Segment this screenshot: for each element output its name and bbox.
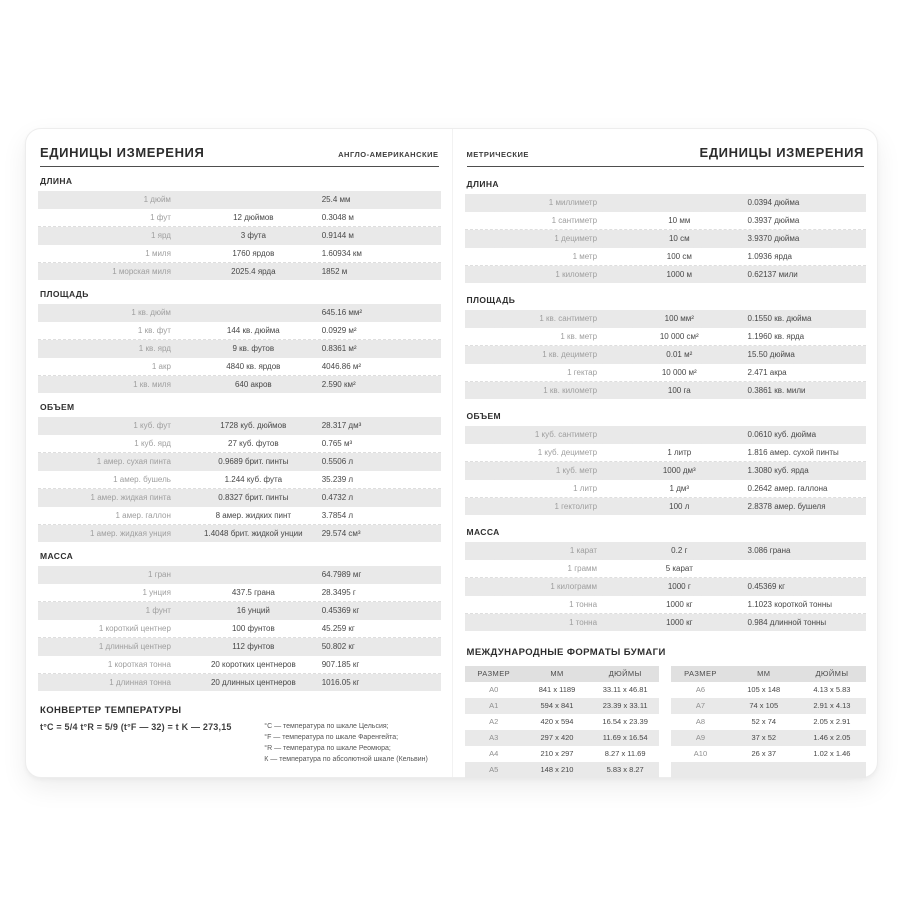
paper-mm: 74 x 105 — [749, 701, 779, 710]
unit-equivalent: 1000 кг — [666, 618, 693, 627]
unit-value: 0.2642 амер. галлона — [747, 484, 828, 493]
unit-equivalent: 112 фунтов — [232, 642, 275, 651]
unit-value: 2.471 акра — [747, 368, 787, 377]
unit-label: 1 куб. ярд — [134, 439, 171, 448]
paper-row — [465, 698, 660, 714]
table-row — [38, 435, 441, 453]
unit-value: 0.62137 мили — [747, 270, 798, 279]
unit-equivalent: 12 дюймов — [233, 213, 274, 222]
unit-equivalent: 1000 кг — [666, 600, 693, 609]
temperature-formula: t°C = 5/4 t°R = 5/9 (t°F — 32) = t K — 273,15 — [40, 722, 232, 732]
unit-equivalent: 1.244 куб. фута — [224, 475, 283, 484]
unit-equivalent — [613, 194, 745, 211]
unit-value: 1.1023 короткой тонны — [747, 600, 832, 609]
paper-row — [465, 746, 660, 762]
paper-formats — [465, 647, 867, 778]
unit-label: 1 амер. бушель — [113, 475, 171, 484]
temperature-note: К — температура по абсолютной шкале (Кельвин) — [264, 755, 428, 763]
unit-value: 1.3080 куб. ярда — [747, 466, 809, 475]
table-row — [38, 566, 441, 584]
unit-value: 907.185 кг — [321, 660, 360, 669]
table-row — [465, 596, 867, 614]
unit-equivalent: 144 кв. дюйма — [226, 326, 280, 335]
unit-label: 1 дециметр — [554, 234, 598, 243]
table-row — [465, 480, 867, 498]
table-row — [465, 364, 867, 382]
unit-table — [38, 304, 441, 393]
paper-row — [671, 682, 866, 698]
unit-table — [38, 566, 441, 691]
sections-left — [38, 176, 441, 691]
unit-label: 1 килограмм — [550, 582, 598, 591]
unit-value: 1.816 амер. сухой пинты — [747, 448, 839, 457]
table-row — [465, 248, 867, 266]
unit-value: 0.5506 л — [321, 457, 354, 466]
unit-equivalent: 0.8327 брит. пинты — [218, 493, 289, 502]
unit-equivalent: 100 га — [667, 386, 691, 395]
paper-size: A8 — [695, 717, 706, 726]
unit-label: 1 кв. дюйм — [131, 308, 171, 317]
unit-value: 50.802 кг — [321, 642, 355, 651]
table-row — [38, 602, 441, 620]
table-row — [38, 191, 441, 209]
unit-label: 1 амер. жидкая пинта — [90, 493, 171, 502]
unit-value: 0.765 м³ — [321, 439, 353, 448]
unit-value: 0.4732 л — [321, 493, 354, 502]
paper-size: A4 — [489, 749, 499, 758]
unit-equivalent: 1728 куб. дюймов — [220, 421, 287, 430]
paper-inches: 2.05 x 2.91 — [813, 717, 851, 726]
paper-mm: 420 x 594 — [540, 717, 574, 726]
paper-inches: 33.11 x 46.81 — [602, 685, 648, 694]
page-left — [26, 129, 452, 777]
paper-column-header: ММ — [757, 669, 771, 678]
table-row — [465, 328, 867, 346]
section-title: МАССА — [466, 527, 500, 537]
unit-value: 1.0936 ярда — [747, 252, 792, 261]
section-title: ДЛИНА — [40, 176, 73, 186]
paper-mm: 52 x 74 — [751, 717, 777, 726]
paper-row — [671, 714, 866, 730]
unit-value: 25.4 мм — [321, 195, 351, 204]
unit-value: 0.3048 м — [321, 213, 354, 222]
temperature-notes — [264, 722, 440, 765]
unit-equivalent: 9 кв. футов — [232, 344, 275, 353]
unit-equivalent: 2025.4 ярда — [231, 267, 276, 276]
table-row — [465, 614, 867, 631]
section — [38, 176, 441, 280]
paper-inches — [798, 762, 866, 778]
page-header-left — [40, 145, 439, 167]
paper-mm — [730, 762, 798, 778]
section — [38, 402, 441, 542]
unit-equivalent: 16 унций — [236, 606, 270, 615]
paper-inches: 8.27 x 11.69 — [604, 749, 646, 758]
unit-value: 2.8378 амер. бушеля — [747, 502, 826, 511]
unit-label: 1 кв. сантиметр — [539, 314, 598, 323]
paper-mm: 26 x 37 — [751, 749, 777, 758]
unit-label: 1 карат — [569, 546, 598, 555]
temperature-converter — [38, 705, 441, 765]
unit-label: 1 дюйм — [143, 195, 171, 204]
unit-value: 15.50 дюйма — [747, 350, 795, 359]
unit-label: 1 грамм — [567, 564, 598, 573]
paper-inches: 1.02 x 1.46 — [813, 749, 851, 758]
unit-value: 0.0610 куб. дюйма — [747, 430, 817, 439]
paper-mm: 105 x 148 — [747, 685, 781, 694]
paper-column-header: ДЮЙМЫ — [815, 669, 849, 678]
section — [465, 411, 867, 515]
unit-label: 1 миллиметр — [548, 198, 598, 207]
section-title: ДЛИНА — [466, 179, 499, 189]
paper-size: A5 — [489, 765, 499, 774]
page-title: ЕДИНИЦЫ ИЗМЕРЕНИЯ — [699, 145, 864, 160]
paper-mm: 297 x 420 — [540, 733, 574, 742]
paper-inches: 2.91 x 4.13 — [813, 701, 851, 710]
page-tag: АНГЛО-АМЕРИКАНСКИЕ — [338, 150, 439, 159]
unit-label: 1 литр — [573, 484, 598, 493]
unit-label: 1 амер. жидкая унция — [89, 529, 171, 538]
unit-label: 1 миля — [145, 249, 171, 258]
unit-value: 0.1550 кв. дюйма — [747, 314, 812, 323]
table-row — [38, 358, 441, 376]
paper-column-header: РАЗМЕР — [684, 669, 717, 678]
section — [38, 551, 441, 691]
unit-value: 28.3495 г — [321, 588, 356, 597]
unit-equivalent: 1000 м — [666, 270, 693, 279]
unit-value: 28.317 дм³ — [321, 421, 362, 430]
unit-value: 0.45369 кг — [747, 582, 786, 591]
table-row — [38, 507, 441, 525]
table-row — [465, 444, 867, 462]
paper-size: A2 — [489, 717, 499, 726]
unit-label: 1 гектар — [567, 368, 598, 377]
temperature-title: КОНВЕРТЕР ТЕМПЕРАТУРЫ — [40, 705, 182, 716]
paper-row — [671, 746, 866, 762]
unit-value: 1852 м — [321, 267, 348, 276]
unit-value: 29.574 см³ — [321, 529, 361, 538]
paper-mm: 594 x 841 — [540, 701, 574, 710]
unit-equivalent: 1 дм³ — [669, 484, 690, 493]
unit-label: 1 кв. фут — [137, 326, 171, 335]
paper-row — [465, 682, 660, 698]
unit-label: 1 унция — [142, 588, 171, 597]
unit-table — [465, 310, 867, 399]
table-row — [38, 656, 441, 674]
unit-equivalent: 437.5 грана — [231, 588, 275, 597]
table-row — [38, 263, 441, 280]
unit-value: 0.3861 кв. мили — [747, 386, 806, 395]
unit-label: 1 куб. фут — [133, 421, 171, 430]
table-row — [38, 245, 441, 263]
section — [465, 527, 867, 631]
page-tag: МЕТРИЧЕСКИЕ — [466, 150, 529, 159]
unit-equivalent: 100 л — [669, 502, 690, 511]
section-title: ПЛОЩАДЬ — [40, 289, 89, 299]
unit-equivalent: 10 см — [668, 234, 690, 243]
paper-size: A9 — [695, 733, 706, 742]
paper-size: A3 — [489, 733, 499, 742]
unit-table — [38, 191, 441, 280]
paper-mm: 148 x 210 — [540, 765, 574, 774]
paper-formats-title: МЕЖДУНАРОДНЫЕ ФОРМАТЫ БУМАГИ — [466, 647, 666, 658]
unit-value: 3.7854 л — [321, 511, 354, 520]
unit-equivalent: 1 литр — [667, 448, 692, 457]
unit-equivalent: 0.2 г — [671, 546, 688, 555]
unit-label: 1 кв. метр — [560, 332, 598, 341]
unit-equivalent: 100 мм² — [664, 314, 694, 323]
table-row — [465, 382, 867, 399]
table-row — [465, 194, 867, 212]
table-row — [465, 346, 867, 364]
unit-value: 0.3937 дюйма — [747, 216, 800, 225]
unit-equivalent — [613, 426, 745, 443]
paper-table-a0-a5 — [465, 666, 660, 778]
paper-row — [465, 762, 660, 778]
table-row — [38, 209, 441, 227]
paper-mm: 841 x 1189 — [538, 685, 576, 694]
temperature-note: °C — температура по шкале Цельсия; — [264, 723, 389, 730]
unit-label: 1 длинный центнер — [98, 642, 171, 651]
unit-label: 1 тонна — [569, 618, 598, 627]
table-row — [465, 266, 867, 283]
table-row — [38, 489, 441, 507]
paper-inches: 5.83 x 8.27 — [606, 765, 644, 774]
paper-size: A10 — [693, 749, 708, 758]
paper-row — [671, 730, 866, 746]
section-title: ОБЪЕМ — [466, 411, 502, 421]
unit-label: 1 амер. галлон — [115, 511, 171, 520]
paper-row — [465, 714, 660, 730]
unit-label: 1 кв. дециметр — [542, 350, 598, 359]
paper-size: A7 — [695, 701, 706, 710]
unit-equivalent: 10 000 см² — [659, 332, 699, 341]
unit-equivalent: 20 длинных центнеров — [210, 678, 296, 687]
table-row — [38, 638, 441, 656]
unit-value: 45.259 кг — [321, 624, 355, 633]
unit-label: 1 фут — [150, 213, 171, 222]
table-row — [465, 230, 867, 248]
unit-label: 1 куб. сантиметр — [534, 430, 598, 439]
unit-value: 2.590 км² — [321, 380, 356, 389]
unit-equivalent: 0.9689 брит. пинты — [218, 457, 289, 466]
unit-equivalent: 5 карат — [665, 564, 693, 573]
paper-tables — [465, 666, 867, 778]
unit-equivalent: 3 фута — [240, 231, 266, 240]
unit-value: 1016.05 кг — [321, 678, 360, 687]
table-row — [465, 542, 867, 560]
unit-label: 1 гектолитр — [554, 502, 598, 511]
unit-label: 1 кв. ярд — [138, 344, 171, 353]
paper-inches: 4.13 x 5.83 — [813, 685, 851, 694]
paper-mm: 37 x 52 — [751, 733, 777, 742]
unit-value: 1.60934 км — [321, 249, 362, 258]
unit-equivalent: 27 куб. футов — [228, 439, 279, 448]
unit-equivalent: 10 000 м² — [661, 368, 697, 377]
table-row — [38, 471, 441, 489]
unit-label: 1 акр — [151, 362, 171, 371]
table-row — [38, 417, 441, 435]
unit-table — [465, 426, 867, 515]
unit-equivalent: 20 коротких центнеров — [210, 660, 296, 669]
paper-size: A1 — [489, 701, 499, 710]
table-row — [38, 453, 441, 471]
planner-spread — [25, 128, 878, 778]
unit-label: 1 кв. миля — [133, 380, 171, 389]
paper-table-a6-a10 — [671, 666, 866, 778]
temperature-content — [40, 722, 441, 765]
table-row — [38, 525, 441, 542]
unit-label: 1 тонна — [569, 600, 598, 609]
unit-equivalent: 1760 ярдов — [232, 249, 275, 258]
paper-inches: 23.39 x 33.11 — [602, 701, 648, 710]
unit-equivalent: 1.4048 брит. жидкой унции — [204, 529, 303, 538]
unit-equivalent: 10 мм — [668, 216, 691, 225]
unit-value: 0.0394 дюйма — [747, 198, 800, 207]
temperature-note: °F — температура по шкале Фаренгейта; — [264, 733, 399, 741]
unit-equivalent — [187, 304, 320, 321]
paper-table-header — [465, 666, 660, 682]
unit-table — [38, 417, 441, 542]
unit-label: 1 короткий центнер — [98, 624, 171, 633]
unit-label: 1 амер. сухая пинта — [96, 457, 171, 466]
unit-value: 3.086 грана — [747, 546, 791, 555]
paper-mm: 210 x 297 — [540, 749, 574, 758]
unit-label: 1 гран — [148, 570, 171, 579]
unit-value: 35.239 л — [321, 475, 354, 484]
section — [465, 295, 867, 399]
unit-label: 1 метр — [572, 252, 598, 261]
unit-equivalent: 4840 кв. ярдов — [226, 362, 281, 371]
unit-equivalent — [187, 191, 320, 208]
paper-size: A0 — [489, 685, 499, 694]
unit-label: 1 морская миля — [112, 267, 171, 276]
paper-column-header: РАЗМЕР — [477, 669, 511, 678]
unit-label: 1 короткая тонна — [107, 660, 171, 669]
table-row — [465, 426, 867, 444]
paper-inches: 1.46 x 2.05 — [813, 733, 851, 742]
paper-row — [465, 730, 660, 746]
unit-equivalent: 0.01 м² — [666, 350, 693, 359]
table-row — [38, 376, 441, 393]
unit-value: 64.7989 мг — [321, 570, 362, 579]
table-row — [38, 584, 441, 602]
unit-value — [746, 560, 866, 577]
paper-table-header — [671, 666, 866, 682]
unit-label: 1 сантиметр — [551, 216, 598, 225]
unit-equivalent — [187, 566, 320, 583]
section-title: ОБЪЕМ — [40, 402, 75, 412]
temperature-note: °R — температура по шкале Реомюра; — [264, 744, 391, 752]
page-header-right — [467, 145, 865, 167]
table-row — [465, 310, 867, 328]
unit-equivalent: 640 акров — [234, 380, 272, 389]
table-row — [465, 462, 867, 480]
unit-label: 1 длинная тонна — [109, 678, 171, 687]
sections-right — [465, 179, 867, 631]
unit-value: 4046.86 м² — [321, 362, 362, 371]
section-title: МАССА — [40, 551, 74, 561]
unit-label: 1 фунт — [145, 606, 171, 615]
unit-equivalent: 1000 дм³ — [662, 466, 696, 475]
paper-inches: 16.54 x 23.39 — [602, 717, 648, 726]
page-title: ЕДИНИЦЫ ИЗМЕРЕНИЯ — [40, 145, 205, 160]
section — [38, 289, 441, 393]
unit-equivalent: 100 см — [666, 252, 692, 261]
paper-size — [671, 762, 729, 778]
table-row — [465, 498, 867, 515]
table-row — [465, 578, 867, 596]
unit-table — [465, 194, 867, 283]
table-row — [38, 620, 441, 638]
paper-column-header: ДЮЙМЫ — [608, 669, 642, 678]
section-title: ПЛОЩАДЬ — [466, 295, 516, 305]
unit-value: 0.8361 м² — [321, 344, 357, 353]
unit-label: 1 ярд — [150, 231, 171, 240]
table-row — [465, 212, 867, 230]
unit-value: 645.16 мм² — [321, 308, 363, 317]
page-right — [452, 129, 878, 777]
unit-label: 1 километр — [555, 270, 598, 279]
unit-value: 0.9144 м — [321, 231, 354, 240]
unit-equivalent: 8 амер. жидких пинт — [215, 511, 292, 520]
paper-row — [671, 762, 866, 778]
table-row — [38, 340, 441, 358]
section — [465, 179, 867, 283]
table-row — [38, 322, 441, 340]
unit-value: 0.45369 кг — [321, 606, 360, 615]
paper-inches: 11.69 x 16.54 — [602, 733, 648, 742]
unit-label: 1 кв. километр — [543, 386, 598, 395]
unit-value: 3.9370 дюйма — [747, 234, 800, 243]
paper-size: A6 — [695, 685, 706, 694]
table-row — [38, 304, 441, 322]
paper-column-header: ММ — [550, 669, 564, 678]
paper-row — [671, 698, 866, 714]
unit-value: 0.0929 м² — [321, 326, 357, 335]
unit-equivalent: 100 фунтов — [231, 624, 275, 633]
table-row — [38, 227, 441, 245]
unit-equivalent: 1000 г — [667, 582, 691, 591]
unit-value: 1.1960 кв. ярда — [747, 332, 805, 341]
unit-label: 1 куб. метр — [555, 466, 598, 475]
unit-value: 0.984 длинной тонны — [747, 618, 827, 627]
unit-label: 1 куб. дециметр — [537, 448, 598, 457]
unit-table — [465, 542, 867, 631]
table-row — [465, 560, 867, 578]
table-row — [38, 674, 441, 691]
